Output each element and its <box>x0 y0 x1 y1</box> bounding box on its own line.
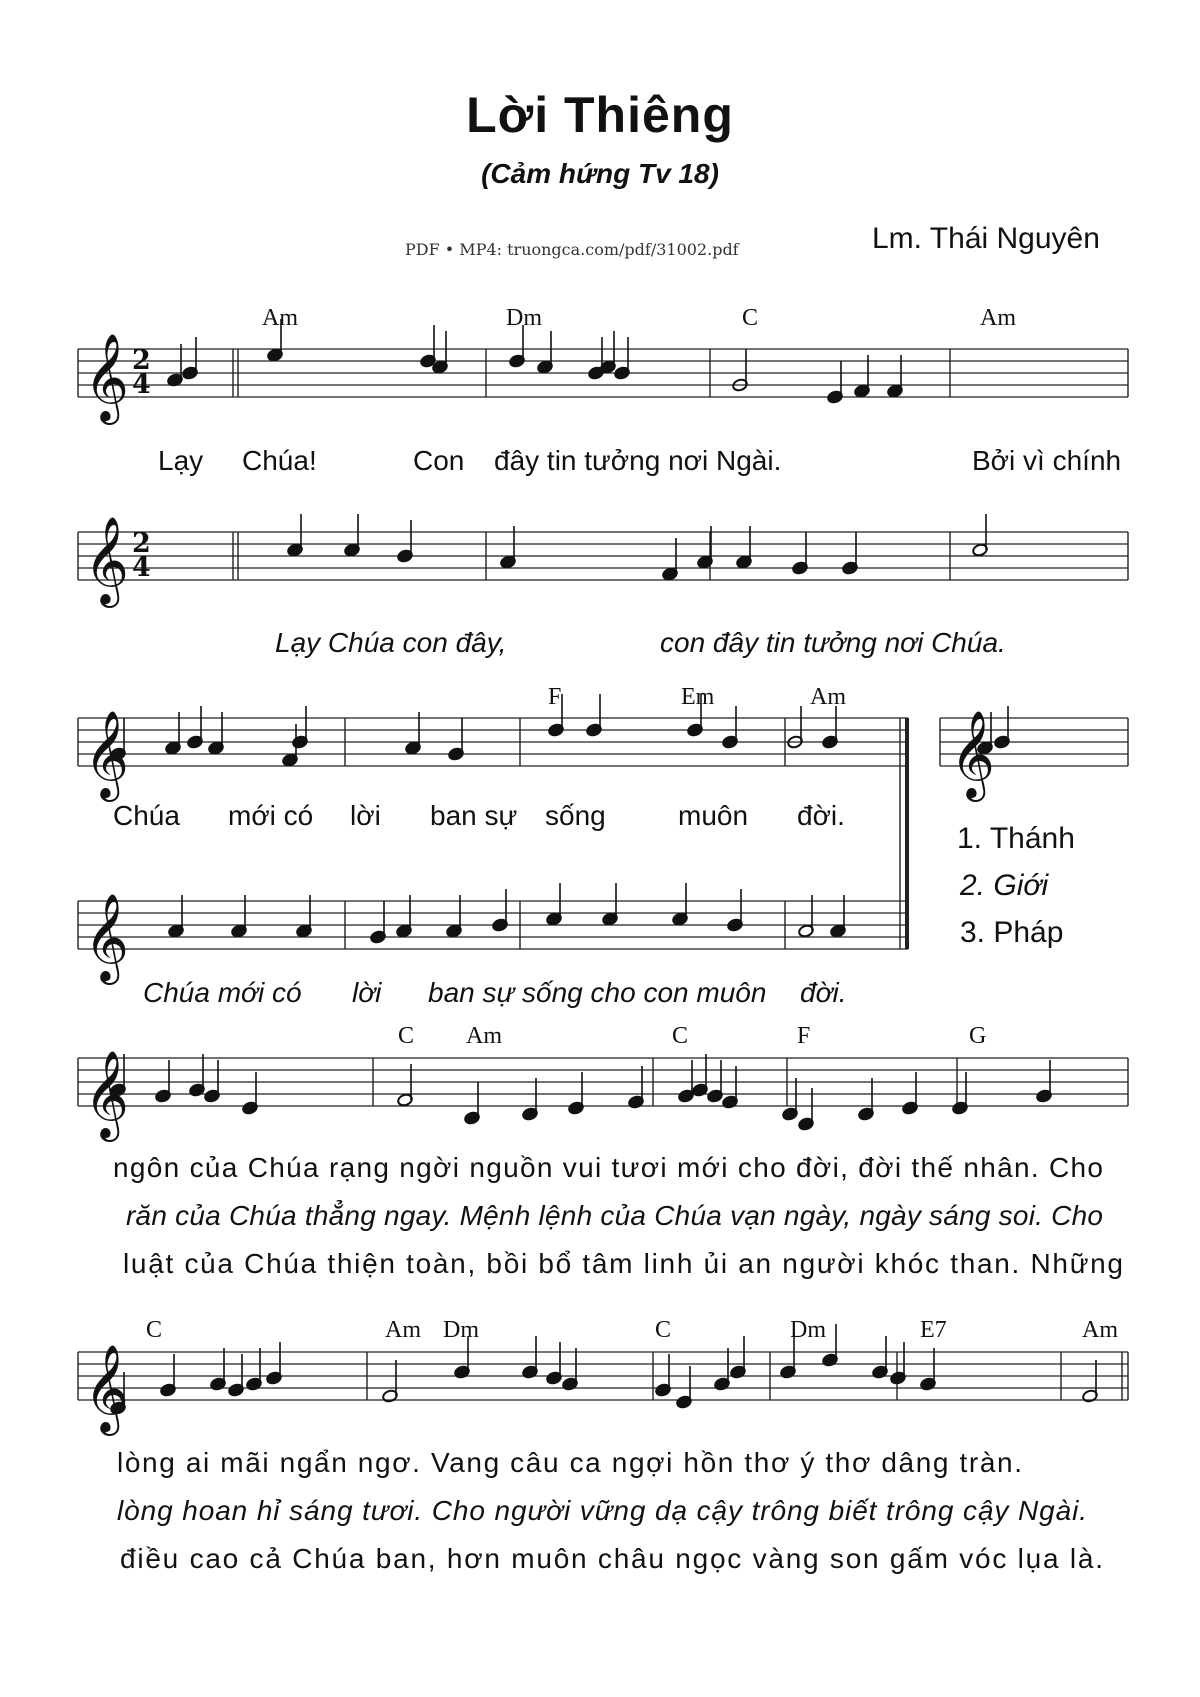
lyric-syllable: Chúa <box>113 800 180 831</box>
lyric-syllable: mới có <box>228 800 314 831</box>
lower-lyric: đời. <box>800 977 847 1008</box>
chord-symbol: Am <box>385 1317 421 1343</box>
time-signature-top: 2 <box>132 528 151 559</box>
chord-symbol: E7 <box>920 1317 947 1343</box>
chord-symbol: Am <box>1082 1317 1118 1343</box>
lyric-syllable: Lạy <box>158 445 204 476</box>
treble-clef-icon: 𝄞 <box>84 1049 129 1138</box>
lyric-syllable: sống <box>545 800 606 831</box>
verse-2-lyric-line: răn của Chúa thẳng ngay. Mệnh lệnh của Chúa vạn ngày, ngày sáng soi. Cho <box>126 1200 1103 1231</box>
source-link[interactable]: PDF • MP4: truongca.com/pdf/31002.pdf <box>405 240 739 259</box>
verse-label: 3. Pháp <box>960 916 1064 949</box>
chord-symbol: C <box>742 305 759 331</box>
verse-1-lyric-line: lòng ai mãi ngẩn ngơ. Vang câu ca ngợi hồn thơ ý thơ dâng tràn. <box>117 1447 1022 1478</box>
lyric-syllable: đây tin tưởng nơi Ngài. <box>494 445 782 476</box>
time-signature-bottom: 4 <box>132 369 151 400</box>
verse-label: 1. Thánh <box>957 822 1075 855</box>
treble-clef-icon: 𝄞 <box>84 892 129 981</box>
lyric-syllable: Bởi vì chính <box>972 445 1122 476</box>
chord-symbol: Em <box>681 684 715 710</box>
lower-lyric: con đây tin tưởng nơi Chúa. <box>660 627 1006 658</box>
chord-symbol: C <box>672 1023 689 1049</box>
lyric-syllable: Chúa! <box>242 445 317 476</box>
time-signature-top: 2 <box>132 345 151 376</box>
chord-symbol: Dm <box>790 1317 826 1343</box>
lyric-syllable: đời. <box>797 800 845 831</box>
verse-2-lyric-line: lòng hoan hỉ sáng tươi. Cho người vững dạ cậy trông biết trông cậy Ngài. <box>117 1495 1087 1526</box>
chord-symbol: Dm <box>506 305 542 331</box>
verse-label: 2. Giới <box>960 869 1049 902</box>
chord-symbol: C <box>398 1023 415 1049</box>
verse-1-lyric-line: ngôn của Chúa rạng ngời nguồn vui tươi mới cho đời, đời thế nhân. Cho <box>113 1152 1103 1183</box>
lyric-syllable: Con <box>413 445 465 476</box>
composer: Lm. Thái Nguyên <box>872 222 1100 255</box>
song-title: Lời Thiêng <box>466 87 734 143</box>
treble-clef-icon: 𝄞 <box>950 709 995 798</box>
lyric-syllable: lời <box>350 800 381 831</box>
chord-symbol: C <box>655 1317 672 1343</box>
lyric-syllable: muôn <box>678 800 749 831</box>
treble-clef-icon: 𝄞 <box>84 1343 129 1432</box>
chord-symbol: F <box>548 684 562 710</box>
verse-3-lyric-line: điều cao cả Chúa ban, hơn muôn châu ngọc vàng son gấm vóc lụa là. <box>120 1543 1103 1574</box>
chord-symbol: C <box>146 1317 163 1343</box>
song-subtitle: (Cảm hứng Tv 18) <box>481 158 719 189</box>
verse-3-lyric-line: luật của Chúa thiện toàn, bồi bổ tâm linh ủi an người khóc than. Những <box>123 1248 1123 1279</box>
lower-lyric: Chúa mới có <box>143 977 302 1008</box>
time-signature-bottom: 4 <box>132 552 151 583</box>
chord-symbol: Am <box>810 684 846 710</box>
treble-clef-icon: 𝄞 <box>84 332 129 421</box>
chord-symbol: Am <box>262 305 298 331</box>
lower-lyric: Lạy Chúa con đây, <box>275 627 507 658</box>
treble-clef-icon: 𝄞 <box>84 515 129 604</box>
chord-symbol: F <box>797 1023 811 1049</box>
lyric-syllable: ban sự <box>430 800 518 831</box>
treble-clef-icon: 𝄞 <box>84 709 129 798</box>
chord-symbol: Am <box>466 1023 502 1049</box>
chord-symbol: G <box>969 1023 987 1049</box>
lower-lyric: ban sự sống cho con muôn <box>428 977 767 1008</box>
lower-lyric: lời <box>352 977 382 1008</box>
chord-symbol: Am <box>980 305 1016 331</box>
chord-symbol: Dm <box>443 1317 479 1343</box>
